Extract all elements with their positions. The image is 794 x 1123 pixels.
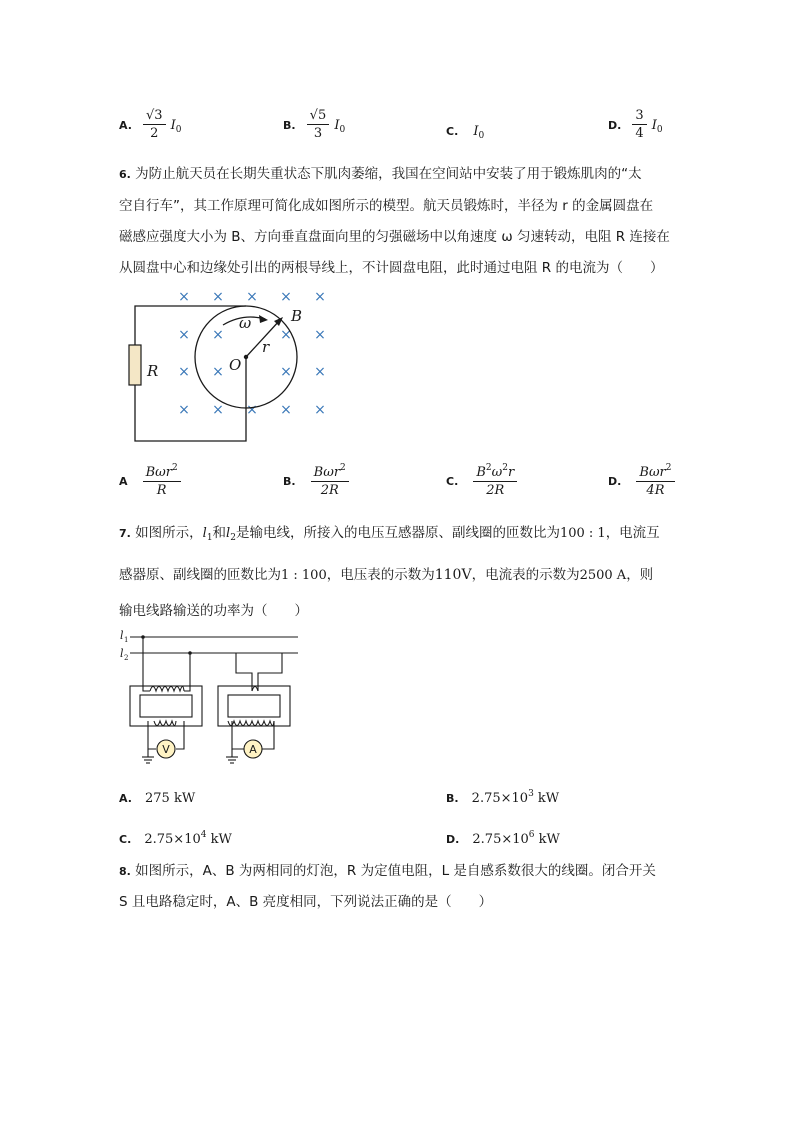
q6-option-a-numerator: Bωr xyxy=(145,465,172,480)
q6-option-a-fraction xyxy=(143,463,181,498)
junction-dot xyxy=(141,635,145,639)
label-l1: l xyxy=(120,629,124,642)
q6-line-4: 从圆盘中心和边缘处引出的两根导线上，不计圆盘电阻，此时通过电阻 R 的电流为（ ） xyxy=(119,260,664,276)
q8-number: 8. xyxy=(119,865,131,878)
q5-option-a-var: I xyxy=(170,118,176,133)
q5-option-b-label: B. xyxy=(283,119,296,132)
q5-option-d-fraction xyxy=(632,108,646,141)
q6-option-d-denominator: 4R xyxy=(646,483,665,498)
field-cross: × xyxy=(246,289,258,305)
q8-line-1-text: 如图所示，A、B 为两相同的灯泡，R 为定值电阻，L 是自感系数很大的线圈。闭合开关 xyxy=(135,863,656,879)
q7-option-b-unit: kW xyxy=(533,791,560,806)
q7-ratio-1: 100 : 1 xyxy=(559,526,606,541)
q8-line-1 xyxy=(119,865,656,879)
q7-option-c-exponent: 4 xyxy=(200,830,207,840)
field-cross: × xyxy=(314,402,326,418)
q5-option-c-sub: 0 xyxy=(478,131,485,141)
magnetic-field-crosses xyxy=(178,289,326,418)
q6-option-c xyxy=(446,463,517,498)
q5-option-c-label: C. xyxy=(446,125,459,138)
vt-secondary-coil xyxy=(154,721,176,726)
ammeter-label: A xyxy=(249,743,257,756)
q6-option-b-numerator: Bωr xyxy=(313,465,341,480)
current-transformer-window xyxy=(228,695,280,717)
label-l2: l xyxy=(120,647,124,660)
ct-secondary-coil xyxy=(228,721,274,726)
q7-line-1 xyxy=(119,527,660,543)
field-cross: × xyxy=(212,289,224,305)
q7-and: 和 xyxy=(212,525,227,541)
q7-option-c-mantissa: 2.75×10 xyxy=(144,832,201,847)
q6-option-d-numerator: Bωr xyxy=(639,465,666,480)
label-R: R xyxy=(147,362,159,380)
q5-option-b-fraction xyxy=(307,108,330,141)
q6-option-c-label: C. xyxy=(446,475,459,488)
q6-option-b-fraction xyxy=(311,463,349,498)
ct-primary-wire xyxy=(258,653,282,691)
q7-line-2 xyxy=(119,568,653,583)
q5-option-d-var: I xyxy=(651,118,657,133)
q7-current: 2500 A xyxy=(579,568,627,583)
field-cross: × xyxy=(212,402,224,418)
q7-option-b-exponent: 3 xyxy=(528,789,534,799)
ct-primary-wire xyxy=(236,653,252,691)
q5-option-d-denominator: 4 xyxy=(635,126,644,141)
q5-option-b-denominator: 3 xyxy=(313,126,323,141)
q6-line-2: 空自行车”，其工作原理可简化成如图所示的模型。航天员锻炼时，半径为 r 的金属圆盘在 xyxy=(119,198,654,214)
q5-option-c xyxy=(446,120,484,141)
q6-option-d-fraction xyxy=(636,463,674,498)
field-cross: × xyxy=(314,289,326,305)
q7-option-c xyxy=(119,828,232,847)
q5-option-d-numerator: 3 xyxy=(632,108,646,125)
q7-line-2-mid2: ，电流表的示数为 xyxy=(471,567,580,583)
q5-option-b xyxy=(283,108,345,141)
field-cross: × xyxy=(212,364,224,380)
q6-option-c-num-omega: ω xyxy=(491,465,503,480)
q8-line-2: S 且电路稳定时，A、B 亮度相同，下列说法正确的是（ ） xyxy=(119,894,493,910)
q5-option-a-numerator: √3 xyxy=(143,108,166,125)
q6-option-b-denominator: 2R xyxy=(320,483,339,498)
field-cross: × xyxy=(212,327,224,343)
q7-l2-sub: 2 xyxy=(230,533,236,543)
vt-secondary-wire xyxy=(148,721,156,749)
q5-option-b-sub: 0 xyxy=(339,125,346,135)
q5-option-c-var: I xyxy=(473,124,479,139)
q5-option-a-denominator: 2 xyxy=(150,126,159,141)
q6-option-c-sup-B: 2 xyxy=(485,463,492,473)
q5-option-b-var: I xyxy=(334,118,340,133)
q6-line-1-text: 为防止航天员在长期失重状态下肌肉萎缩，我国在空间站中安装了用于锻炼肌肉的“太 xyxy=(135,166,642,182)
q7-option-c-label: C. xyxy=(119,833,132,846)
field-cross: × xyxy=(314,364,326,380)
q7-l1: l xyxy=(202,526,207,541)
q6-option-b xyxy=(283,463,349,498)
disk-center-O xyxy=(244,355,248,359)
field-cross: × xyxy=(280,327,292,343)
rotation-arrowhead xyxy=(259,315,268,323)
q6-option-c-num-B: B xyxy=(476,465,486,480)
q7-option-b-label: B. xyxy=(446,792,459,805)
junction-dot xyxy=(188,651,192,655)
q5-option-a xyxy=(119,108,182,141)
q7-line-2-pre: 感器原、副线圈的匝数比为 xyxy=(119,567,281,583)
q7-ratio-2: 1 : 100 xyxy=(281,568,327,583)
q7-l2: l xyxy=(226,526,231,541)
field-cross: × xyxy=(178,289,190,305)
field-cross: × xyxy=(178,364,190,380)
q7-l1-sub: 1 xyxy=(206,533,213,543)
q7-option-d-exponent: 6 xyxy=(528,830,535,840)
q7-option-d-mantissa: 2.75×10 xyxy=(472,832,529,847)
q6-option-a-label: A xyxy=(119,475,128,488)
q7-option-d xyxy=(446,828,560,847)
q7-option-a-value: 275 kW xyxy=(145,791,196,806)
field-cross: × xyxy=(314,327,326,343)
q7-line-1-end: ，电流互 xyxy=(605,525,660,541)
q5-option-d-label: D. xyxy=(608,119,622,132)
q6-figure-disk-circuit xyxy=(125,285,340,445)
q6-option-c-fraction xyxy=(473,463,517,498)
q7-number: 7. xyxy=(119,527,131,540)
q7-option-d-unit: kW xyxy=(534,832,560,847)
label-l2-sub: 2 xyxy=(124,654,129,662)
field-cross: × xyxy=(178,327,190,343)
q6-option-c-sup-omega: 2 xyxy=(502,463,508,473)
field-cross: × xyxy=(280,289,292,305)
vt-primary-wire xyxy=(143,637,150,691)
q7-option-d-label: D. xyxy=(446,833,460,846)
q6-option-d-label: D. xyxy=(608,475,622,488)
field-cross: × xyxy=(178,402,190,418)
voltmeter-label: V xyxy=(162,743,170,756)
q5-option-d-sub: 0 xyxy=(656,125,663,135)
q7-line-2-end: ，则 xyxy=(626,567,654,583)
q7-option-a-label: A. xyxy=(119,792,132,805)
q6-line-1 xyxy=(119,168,642,182)
vt-primary-coil xyxy=(150,687,184,692)
q7-line-1-post: 是输电线，所接入的电压互感器原、副线圈的匝数比为 xyxy=(235,525,560,541)
q5-option-a-fraction xyxy=(143,108,166,141)
q7-figure-transformers xyxy=(118,627,300,772)
voltage-transformer-window xyxy=(140,695,192,717)
q6-option-c-denominator: 2R xyxy=(486,483,505,498)
label-O: O xyxy=(229,356,242,374)
q5-option-a-label: A. xyxy=(119,119,132,132)
q5-option-a-sub: 0 xyxy=(175,125,182,135)
q6-option-b-label: B. xyxy=(283,475,296,488)
vt-primary-wire xyxy=(184,653,190,691)
q7-voltage: 110V xyxy=(434,567,472,583)
q7-option-b xyxy=(446,787,559,806)
label-r: r xyxy=(262,338,270,356)
q6-option-c-num-r: r xyxy=(508,465,515,480)
q6-option-a-sup: 2 xyxy=(171,463,178,473)
q6-option-a xyxy=(119,463,181,498)
q6-number: 6. xyxy=(119,168,131,181)
q7-line-2-mid: ，电压表的示数为 xyxy=(326,567,435,583)
field-cross: × xyxy=(280,402,292,418)
q7-option-a xyxy=(119,787,195,806)
q5-option-d xyxy=(608,108,663,141)
current-transformer-core xyxy=(218,686,290,726)
q6-option-a-denominator: R xyxy=(156,483,167,498)
q7-line-1-pre: 如图所示， xyxy=(135,525,203,541)
circuit-wire xyxy=(135,306,246,345)
vt-secondary-wire xyxy=(176,721,184,749)
q7-option-c-unit: kW xyxy=(206,832,232,847)
q6-option-d-sup: 2 xyxy=(665,463,672,473)
q6-line-3: 磁感应强度大小为 B、方向垂直盘面向里的匀强磁场中以角速度 ω 匀速转动，电阻 R 连接在 xyxy=(119,229,670,245)
q6-option-b-sup: 2 xyxy=(340,463,346,473)
resistor-R xyxy=(129,345,141,385)
q7-option-b-mantissa: 2.75×10 xyxy=(471,791,529,806)
q5-option-b-numerator: √5 xyxy=(307,108,330,125)
q7-line-3: 输电线路输送的功率为（ ） xyxy=(119,603,308,619)
q6-option-d xyxy=(608,463,675,498)
label-B: B xyxy=(291,307,303,325)
label-l1-sub: 1 xyxy=(124,636,129,644)
label-omega: ω xyxy=(239,314,252,332)
field-cross: × xyxy=(280,364,292,380)
ct-primary-coil xyxy=(252,687,258,692)
field-cross: × xyxy=(246,402,258,418)
